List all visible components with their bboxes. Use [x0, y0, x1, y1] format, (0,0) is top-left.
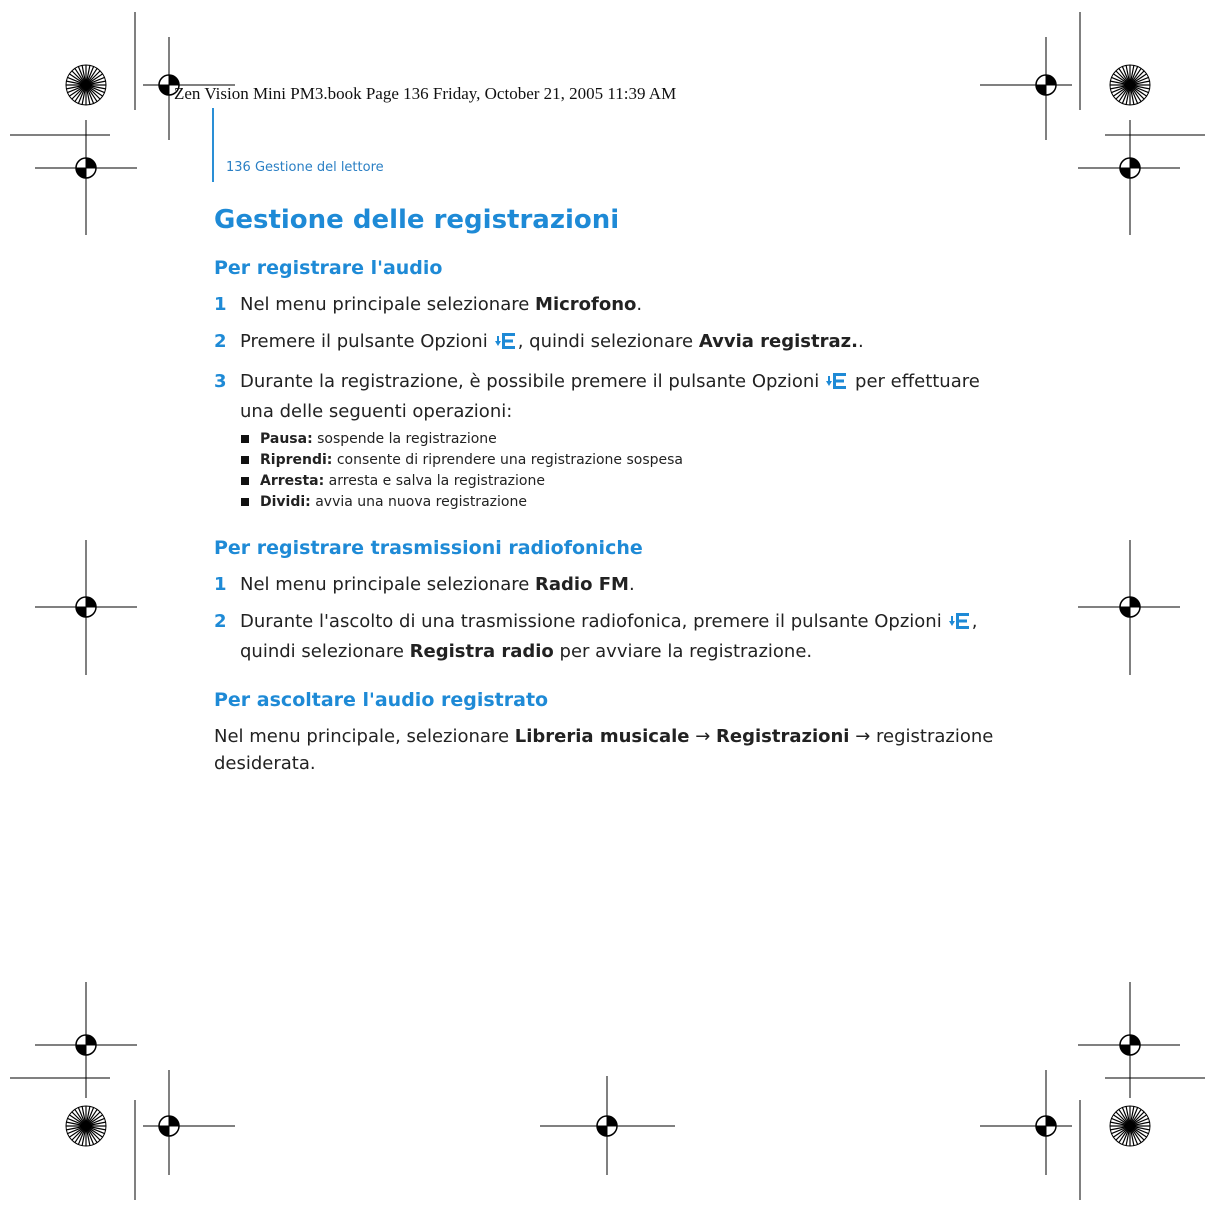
list-item: Arresta: arresta e salva la registrazione	[240, 471, 1014, 492]
step-number: 1	[214, 574, 227, 595]
step-radio-2: 2 Durante l'ascolto di una trasmissione radiofonica, premere il pulsante Opzioni , quindi selezionare Registra radio per avviare la registrazione.	[214, 608, 1014, 665]
step-audio-3: 3 Durante la registrazione, è possibile premere il pulsante Opzioni per effettuare una delle seguenti operazioni: Pausa: sospende la registrazione Riprendi: consente di riprendere una registrazione sospesa Arresta: arresta e salva la registrazione Dividi: avvia una nuova registrazione	[214, 368, 1014, 513]
menu-term: Registra radio	[409, 641, 554, 662]
arrow: →	[689, 726, 716, 747]
section-heading-radio: Per registrare trasmissioni radiofoniche	[214, 537, 643, 559]
arrow: →	[849, 726, 876, 747]
step-audio-1: 1 Nel menu principale selezionare Microfono.	[214, 291, 1014, 318]
step-radio-1: 1 Nel menu principale selezionare Radio FM.	[214, 571, 1014, 598]
recording-options-list	[240, 429, 1014, 513]
menu-term: Libreria musicale	[514, 726, 690, 747]
step-number: 2	[214, 611, 227, 632]
section-heading-listen: Per ascoltare l'audio registrato	[214, 689, 549, 711]
step-number: 1	[214, 294, 227, 315]
margin-rule	[212, 108, 214, 182]
section-heading-audio: Per registrare l'audio	[214, 257, 443, 279]
step-number: 3	[214, 371, 227, 392]
options-icon	[948, 611, 970, 638]
menu-term: Microfono	[535, 294, 637, 315]
print-header: Zen Vision Mini PM3.book Page 136 Friday, October 21, 2005 11:39 AM	[174, 84, 677, 103]
page-title: Gestione delle registrazioni	[214, 205, 620, 235]
menu-term: Registrazioni	[716, 726, 850, 747]
listen-instructions: Nel menu principale, selezionare Libreria musicale → Registrazioni → registrazione desiderata.	[214, 726, 994, 774]
options-icon	[825, 371, 847, 398]
step-audio-2: 2 Premere il pulsante Opzioni , quindi selezionare Avvia registraz..	[214, 328, 1014, 358]
menu-term: Radio FM	[535, 574, 629, 595]
list-item: Pausa: sospende la registrazione	[240, 429, 1014, 450]
list-item: Dividi: avvia una nuova registrazione	[240, 492, 1014, 513]
list-item: Riprendi: consente di riprendere una registrazione sospesa	[240, 450, 1014, 471]
page-content	[214, 205, 1014, 777]
running-head: 136 Gestione del lettore	[226, 160, 384, 175]
options-icon	[494, 331, 516, 358]
menu-term: Avvia registraz.	[698, 331, 858, 352]
step-number: 2	[214, 331, 227, 352]
